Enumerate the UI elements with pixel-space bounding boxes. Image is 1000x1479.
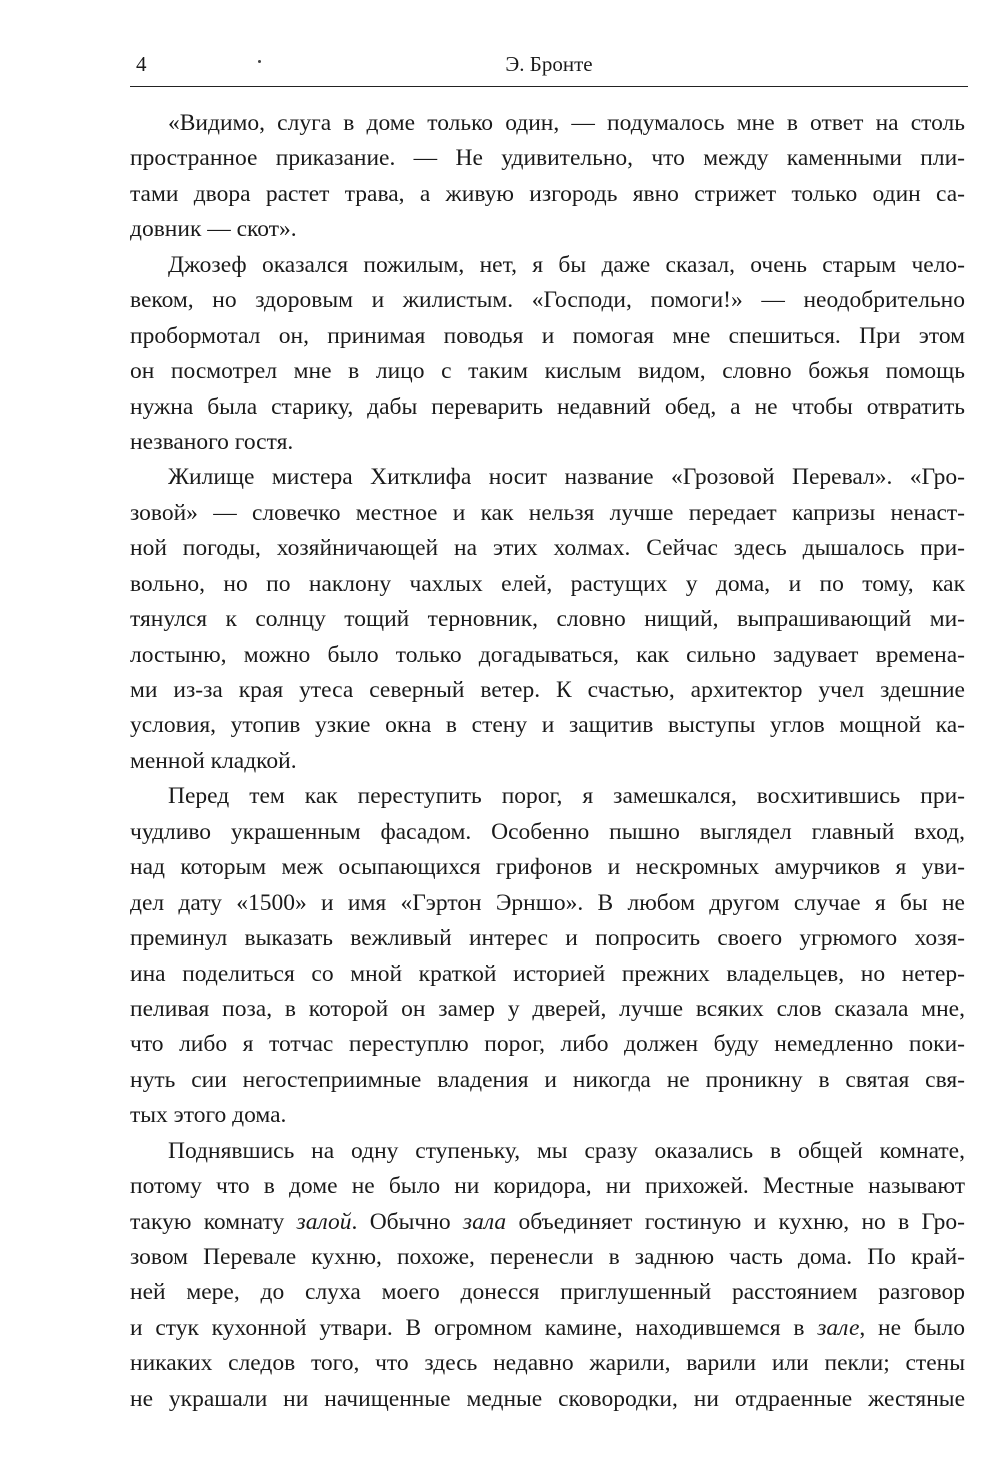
text-line: ми из-за края утеса северный ветер. К счастью, архитектор учел здешние [130,677,965,703]
italic-word: зала [462,1208,507,1235]
text-line: тых этого дома. [130,1102,287,1129]
text-line: ина поделиться со мной краткой историей прежних владельцев, но нетер- [130,960,965,987]
text-line: Перед тем как переступить порог, я замешкался, восхитившись при- [168,783,965,810]
text-line: пробормотал он, принимая поводья и помогая мне спешиться. При этом [130,322,965,349]
text-line: тянулся к солнцу тощий терновник, словно нищий, выпрашивающий ми- [130,606,965,633]
text-run: . Обычно [351,1208,463,1235]
text-line: зовом Перевале кухню, похоже, перенесли в заднюю часть дома. По край- [130,1244,965,1270]
text-line: он посмотрел мне в лицо с таким кислым видом, словно божья помощь [130,358,965,385]
running-title: Э. Бронте [505,52,593,76]
text-line: Джозеф оказался пожилым, нет, я бы даже сказал, очень старым чело- [168,251,965,278]
text-line: Поднявшись на одну ступеньку, мы сразу оказались в общей комнате, [168,1137,965,1164]
text-line: «Видимо, слуга в доме только один, — подумалось мне в ответ на столь [168,110,965,136]
text-line: над которым меж осыпающихся грифонов и нескромных амурчиков я уви- [130,854,965,881]
text-run: и стук кухонной утвари. В огромном камине, находившемся в [130,1314,818,1341]
text-run: такую комнату [130,1208,297,1235]
text-line: не украшали ни начищенные медные сковородки, ни отдраенные жестяные [130,1385,965,1412]
text-line: дел дату «1500» и имя «Гэртон Эрншо». В любом другом случае я бы не [130,889,965,916]
text-line-mixed [130,1311,965,1346]
text-line: зовой» — словечко местное и как нельзя лучше передает капризы ненаст- [130,499,965,526]
text-line: что либо я тотчас переступлю порог, либо должен буду немедленно поки- [130,1031,965,1058]
text-line: условия, утопив узкие окна в стену и защитив выступы углов мощной ка- [130,712,965,739]
text-line: Жилище мистера Хитклифа носит название «Грозовой Перевал». «Гро- [168,464,965,491]
text-line: потому что в доме не было ни коридора, ни прихожей. Местные называют [130,1173,965,1200]
text-line: веком, но здоровым и жилистым. «Господи, помоги!» — неодобрительно [130,287,965,314]
text-line: пространное приказание. — Не удивительно, что между каменными пли- [130,145,965,172]
text-line: тами двора растет трава, а живую изгородь явно стрижет только один са- [130,180,965,207]
text-line: ней мере, до слуха моего донесся приглушенный расстоянием разговор [130,1279,965,1306]
italic-word: залой [296,1208,352,1235]
text-line: менной кладкой. [130,747,297,774]
text-line: пеливая поза, в которой он замер у дверей, лучше всяких слов сказала мне, [130,995,965,1022]
text-run: объединяет гостиную и кухню, но в Гро- [506,1208,965,1235]
body-text [130,106,965,1417]
text-line: нужна была старику, дабы переварить недавний обед, а не чтобы отвратить [130,393,965,420]
text-line-mixed [130,1205,965,1240]
text-line: преминул выказать вежливый интерес и попросить своего угрюмого хозя- [130,925,965,952]
text-run: , не было [859,1314,965,1341]
page-number: 4 [136,52,147,76]
text-line: вольно, но по наклону чахлых елей, растущих у дома, и по тому, как [130,570,965,597]
text-line: ной погоды, хозяйничающей на этих холмах. Сейчас здесь дышалось при- [130,535,965,562]
text-line: незваного гостя. [130,428,294,455]
text-line: нуть сии негостеприимные владения и никогда не проникну в святая свя- [130,1066,965,1093]
italic-word: зале [817,1314,860,1341]
running-header [130,46,968,87]
text-line: чудливо украшенным фасадом. Особенно пышно выглядел главный вход, [130,818,965,845]
text-line: лостыню, можно было только догадываться, как сильно задувает времена- [130,641,965,668]
text-line: никаких следов того, что здесь недавно жарили, варили или пекли; стены [130,1350,965,1377]
print-speck [258,60,261,63]
text-line: довник — скот». [130,216,297,243]
